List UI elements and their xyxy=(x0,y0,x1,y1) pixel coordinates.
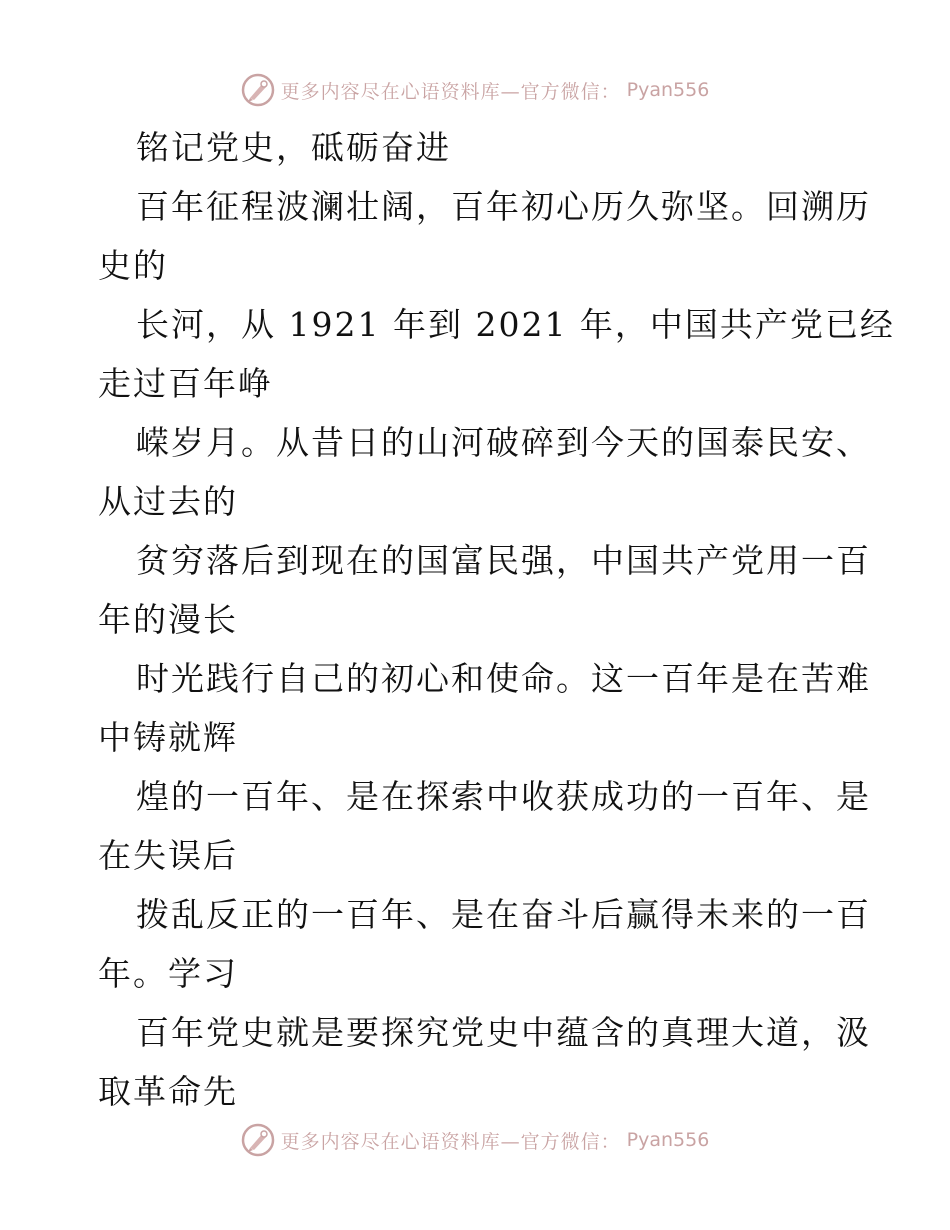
text-line: 年。学习 xyxy=(98,954,238,993)
text-line: 贫穷落后到现在的国富民强，中国共产党用一百 xyxy=(136,541,871,580)
text-line: 百年征程波澜壮阔，百年初心历久弥坚。回溯历 xyxy=(136,187,871,226)
pen-logo-icon xyxy=(241,73,275,107)
text-line: 中铸就辉 xyxy=(98,718,238,757)
watermark-text: 更多内容尽在心语资料库—官方微信： xyxy=(280,80,621,103)
text-line: 嵘岁月。从昔日的山河破碎到今天的国泰民安、 xyxy=(136,423,871,462)
pen-logo-icon xyxy=(241,1123,275,1157)
watermark-text: 更多内容尽在心语资料库—官方微信： xyxy=(280,1130,621,1153)
document-title: 铭记党史，砥砺奋进 xyxy=(136,128,451,167)
text-line: 拨乱反正的一百年、是在奋斗后赢得未来的一百 xyxy=(136,895,871,934)
text-line: 史的 xyxy=(98,246,168,285)
text-line: 取革命先 xyxy=(98,1072,238,1111)
text-line: 走过百年峥 xyxy=(98,364,273,403)
text-line: 从过去的 xyxy=(98,482,238,521)
text-line: 在失误后 xyxy=(98,836,238,875)
text-line: 年的漫长 xyxy=(98,600,238,639)
footer-watermark xyxy=(0,1122,950,1158)
text-line: 百年党史就是要探究党史中蕴含的真理大道，汲 xyxy=(136,1013,871,1052)
text-line: 长河，从 1921 年到 2021 年，中国共产党已经 xyxy=(136,305,895,344)
text-line: 煌的一百年、是在探索中收获成功的一百年、是 xyxy=(136,777,871,816)
watermark-wechat-id: Pyan556 xyxy=(626,79,710,101)
header-watermark xyxy=(0,72,950,108)
watermark-wechat-id: Pyan556 xyxy=(626,1129,710,1151)
document-body xyxy=(98,118,895,1121)
text-line: 时光践行自己的初心和使命。这一百年是在苦难 xyxy=(136,659,871,698)
